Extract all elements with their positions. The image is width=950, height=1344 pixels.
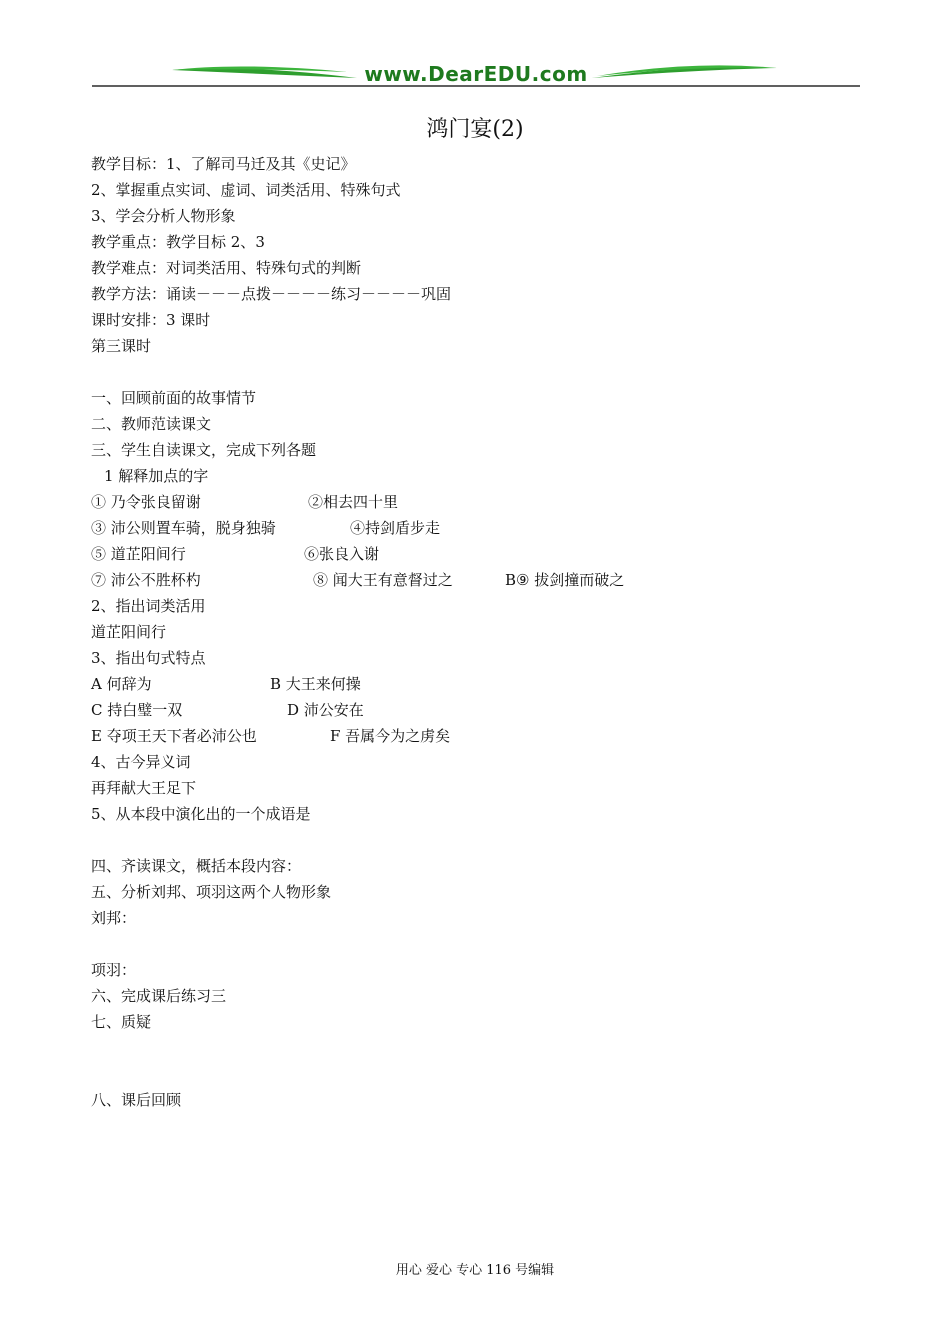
section-4: 四、齐读课文，概括本段内容： <box>91 857 302 875</box>
vocab-item-4: ④持剑盾步走 <box>350 519 441 537</box>
sentence-item-d: D 沛公安在 <box>287 701 364 719</box>
vocab-item-3: ③ 沛公则置车骑，脱身独骑 <box>91 519 276 537</box>
difficulties-line: 教学难点：对词类活用、特殊句式的判断 <box>91 259 362 277</box>
section-5: 五、分析刘邦、项羽这两个人物形象 <box>91 883 332 901</box>
section-3: 三、学生自读课文，完成下列各题 <box>91 441 317 459</box>
vocab-item-5: ⑤ 道芷阳间行 <box>91 545 186 563</box>
sentence-item-e: E 夺项王天下者必沛公也 <box>91 727 257 745</box>
vocab-item-7: ⑦ 沛公不胜杯杓 <box>91 571 201 589</box>
question-5-heading: 5、从本段中演化出的一个成语是 <box>91 805 311 823</box>
liubang-label: 刘邦： <box>91 909 137 927</box>
schedule-line: 课时安排：3 课时 <box>91 311 211 329</box>
question-1-heading: 1 解释加点的字 <box>104 467 209 485</box>
section-7: 七、质疑 <box>91 1013 152 1031</box>
vocab-item-6: ⑥张良入谢 <box>304 545 380 563</box>
vocab-item-2: ②相去四十里 <box>308 493 399 511</box>
question-2-text: 道芷阳间行 <box>91 623 167 641</box>
vocab-item-1: ① 乃令张良留谢 <box>91 493 201 511</box>
sentence-item-c: C 持白璧一双 <box>91 701 183 719</box>
objective-line-3: 3、学会分析人物形象 <box>91 207 236 225</box>
question-4-text: 再拜献大王足下 <box>91 779 197 797</box>
page-footer: 用心 爱心 专心 116 号编辑 <box>395 1263 555 1278</box>
section-6: 六、完成课后练习三 <box>91 987 227 1005</box>
lesson-heading: 第三课时 <box>91 337 152 355</box>
sentence-item-b: B 大王来何操 <box>270 675 361 693</box>
xiangyu-label: 项羽： <box>91 961 137 979</box>
vocab-item-8: ⑧ 闻大王有意督过之 <box>313 571 453 589</box>
question-4-heading: 4、古今异义词 <box>91 753 191 771</box>
method-line: 教学方法：诵读－－－点拨－－－－练习－－－－巩固 <box>91 285 452 303</box>
question-3-heading: 3、指出句式特点 <box>91 649 206 667</box>
sentence-item-f: F 吾属今为之虏矣 <box>330 727 451 745</box>
sentence-item-a: A 何辞为 <box>91 675 152 693</box>
page-title: 鸿门宴(2) <box>426 117 524 142</box>
key-points-line: 教学重点：教学目标 2、3 <box>91 233 265 251</box>
question-2-heading: 2、指出词类活用 <box>91 597 206 615</box>
vocab-item-9: B⑨ 拔剑撞而破之 <box>505 571 625 589</box>
objective-line-1: 教学目标：1、了解司马迁及其《史记》 <box>91 155 356 173</box>
objective-line-2: 2、掌握重点实词、虚词、词类活用、特殊句式 <box>91 181 401 199</box>
site-header-banner <box>92 58 860 90</box>
section-2: 二、教师范读课文 <box>91 415 212 433</box>
site-url-logo: www.DearEDU.com <box>364 62 588 86</box>
section-8: 八、课后回顾 <box>91 1091 182 1109</box>
section-1: 一、回顾前面的故事情节 <box>91 389 257 407</box>
